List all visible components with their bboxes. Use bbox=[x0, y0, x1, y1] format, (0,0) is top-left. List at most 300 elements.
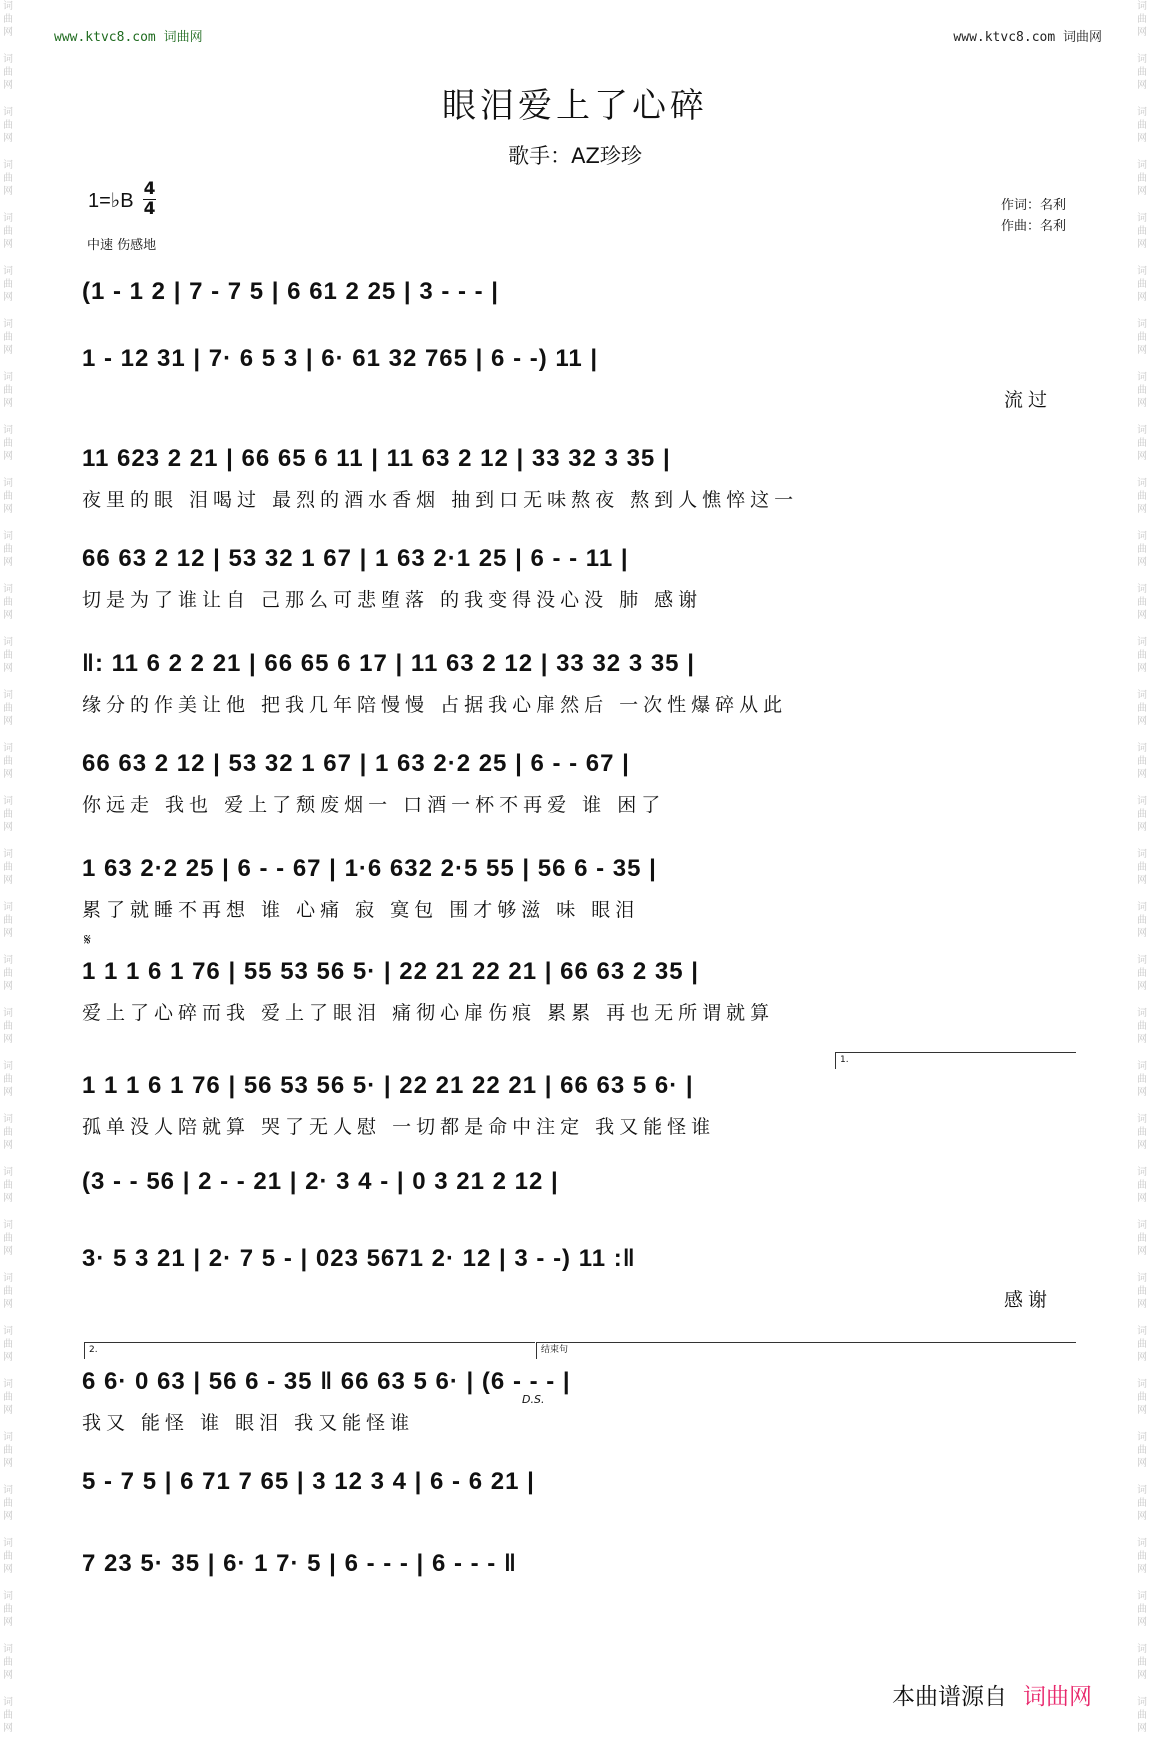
watermark-char: 网 bbox=[1137, 80, 1147, 91]
watermark-char: 曲 bbox=[1137, 1392, 1147, 1403]
watermark-char: 网 bbox=[1137, 398, 1147, 409]
watermark-glyphs bbox=[0, 1325, 16, 1364]
watermark-char: 曲 bbox=[3, 1498, 13, 1509]
watermark-char: 曲 bbox=[3, 1286, 13, 1297]
singer-label: 歌手：AZ珍珍 bbox=[508, 144, 642, 168]
watermark-char: 网 bbox=[1137, 27, 1147, 38]
watermark-char: 词 bbox=[3, 266, 13, 277]
watermark-char: 曲 bbox=[1137, 385, 1147, 396]
watermark-glyphs bbox=[1134, 1431, 1150, 1470]
watermark-glyphs bbox=[1134, 954, 1150, 993]
watermark-char: 曲 bbox=[1137, 1604, 1147, 1615]
ds-mark: D.S. bbox=[522, 1393, 545, 1406]
watermark-glyphs bbox=[0, 212, 16, 251]
watermark-char: 网 bbox=[3, 981, 13, 992]
watermark-glyphs bbox=[0, 1272, 16, 1311]
lyrics-row: 我又 能怪 谁 眼泪 我又能怪谁 bbox=[82, 1412, 415, 1434]
watermark-char: 词 bbox=[1137, 54, 1147, 65]
watermark-char: 网 bbox=[3, 1352, 13, 1363]
watermark-glyphs bbox=[1134, 1219, 1150, 1258]
watermark-char: 曲 bbox=[1137, 120, 1147, 131]
watermark-char: 词 bbox=[3, 213, 13, 224]
notes-row: 1 63 2·2 25 | 6 - - 67 | 1·6 632 2·5 55 | 56 6 - 35 | bbox=[82, 855, 657, 882]
watermark-char: 词 bbox=[3, 690, 13, 701]
watermark-char: 曲 bbox=[1137, 1180, 1147, 1191]
meter-bottom: 4 bbox=[143, 199, 156, 219]
notes-row: 6 6· 0 63 | 56 6 - 35 ‖ 66 63 5 6· | (6 - - - | bbox=[82, 1368, 571, 1395]
watermark-char: 网 bbox=[3, 1670, 13, 1681]
watermark-char: 曲 bbox=[3, 703, 13, 714]
watermark-char: 曲 bbox=[3, 968, 13, 979]
watermark-char: 网 bbox=[3, 133, 13, 144]
watermark-char: 网 bbox=[1137, 1670, 1147, 1681]
coda-label: 结束句 bbox=[536, 1342, 1076, 1359]
watermark-char: 词 bbox=[1137, 796, 1147, 807]
watermark-glyphs bbox=[0, 424, 16, 463]
watermark-char: 词 bbox=[3, 1485, 13, 1496]
watermark-char: 词 bbox=[3, 1061, 13, 1072]
watermark-char: 网 bbox=[1137, 716, 1147, 727]
watermark-char: 网 bbox=[1137, 875, 1147, 886]
watermark-char: 词 bbox=[1137, 1273, 1147, 1284]
watermark-char: 词 bbox=[1137, 1538, 1147, 1549]
watermark-char: 词 bbox=[1137, 1220, 1147, 1231]
watermark-glyphs bbox=[0, 901, 16, 940]
lyrics-row: 孤单没人陪就算 哭了无人慰 一切都是命中注定 我又能怪谁 bbox=[82, 1116, 716, 1138]
watermark-char: 词 bbox=[1137, 372, 1147, 383]
notes-row: 1 - 12 31 | 7· 6 5 3 | 6· 61 32 765 | 6 - -) 11 | bbox=[82, 345, 599, 372]
watermark-char: 曲 bbox=[3, 1127, 13, 1138]
watermark-char: 曲 bbox=[1137, 756, 1147, 767]
watermark-char: 曲 bbox=[3, 279, 13, 290]
watermark-glyphs bbox=[1134, 689, 1150, 728]
watermark-glyphs bbox=[1134, 1060, 1150, 1099]
watermark-char: 词 bbox=[3, 1697, 13, 1708]
watermark-glyphs bbox=[1134, 212, 1150, 251]
watermark-char: 网 bbox=[3, 186, 13, 197]
watermark-char: 曲 bbox=[1137, 1286, 1147, 1297]
watermark-char: 网 bbox=[1137, 1723, 1147, 1734]
watermark-char: 曲 bbox=[1137, 1657, 1147, 1668]
watermark-char: 词 bbox=[3, 54, 13, 65]
watermark-char: 曲 bbox=[3, 809, 13, 820]
watermark-glyphs bbox=[1134, 318, 1150, 357]
watermark-char: 词 bbox=[1137, 1379, 1147, 1390]
meter-top: 4 bbox=[143, 179, 156, 199]
watermark-char: 词 bbox=[1137, 690, 1147, 701]
watermark-char: 词 bbox=[1137, 637, 1147, 648]
watermark-char: 网 bbox=[3, 875, 13, 886]
watermark-char: 网 bbox=[3, 1405, 13, 1416]
watermark-glyphs bbox=[0, 954, 16, 993]
watermark-char: 网 bbox=[1137, 928, 1147, 939]
watermark-glyphs bbox=[1134, 901, 1150, 940]
watermark-strip-left bbox=[0, 0, 16, 1745]
watermark-glyphs bbox=[1134, 1484, 1150, 1523]
watermark-char: 曲 bbox=[1137, 279, 1147, 290]
watermark-char: 词 bbox=[1137, 1, 1147, 12]
watermark-char: 词 bbox=[1137, 319, 1147, 330]
watermark-glyphs bbox=[1134, 0, 1150, 39]
watermark-glyphs bbox=[0, 795, 16, 834]
watermark-glyphs bbox=[0, 371, 16, 410]
watermark-char: 网 bbox=[3, 663, 13, 674]
watermark-char: 曲 bbox=[3, 173, 13, 184]
lyrics-row: 爱上了心碎而我 爱上了眼泪 痛彻心扉伤痕 累累 再也无所谓就算 bbox=[82, 1002, 775, 1024]
lyrics-row: 流过 bbox=[1003, 389, 1052, 411]
site-label-right[interactable]: www.ktvc8.com 词曲网 bbox=[953, 30, 1102, 45]
watermark-char: 曲 bbox=[3, 438, 13, 449]
watermark-char: 曲 bbox=[3, 1392, 13, 1403]
lyrics-row: 感谢 bbox=[1003, 1289, 1052, 1311]
watermark-char: 词 bbox=[3, 1167, 13, 1178]
watermark-char: 网 bbox=[3, 1511, 13, 1522]
notes-row: 1 1 1 6 1 76 | 55 53 56 5· | 22 21 22 21 | 66 63 2 35 | bbox=[82, 958, 699, 985]
watermark-glyphs bbox=[1134, 636, 1150, 675]
source-brand-link[interactable]: 词曲网 bbox=[1023, 1684, 1092, 1710]
watermark-glyphs bbox=[1134, 424, 1150, 463]
watermark-strip-right bbox=[1134, 0, 1150, 1745]
watermark-char: 曲 bbox=[3, 1710, 13, 1721]
watermark-char: 词 bbox=[1137, 478, 1147, 489]
watermark-char: 曲 bbox=[3, 491, 13, 502]
song-title: 眼泪爱上了心碎 bbox=[442, 86, 708, 126]
watermark-char: 曲 bbox=[3, 1180, 13, 1191]
watermark-char: 曲 bbox=[3, 544, 13, 555]
watermark-char: 网 bbox=[1137, 610, 1147, 621]
watermark-glyphs bbox=[1134, 1590, 1150, 1629]
watermark-glyphs bbox=[0, 530, 16, 569]
watermark-glyphs bbox=[0, 1537, 16, 1576]
notes-row: 11 623 2 21 | 66 65 6 11 | 11 63 2 12 | 33 32 3 35 | bbox=[82, 445, 671, 472]
watermark-char: 词 bbox=[1137, 902, 1147, 913]
tempo-marking: 中速 伤感地 bbox=[87, 238, 157, 253]
watermark-char: 网 bbox=[1137, 451, 1147, 462]
watermark-glyphs bbox=[0, 689, 16, 728]
notes-row: 66 63 2 12 | 53 32 1 67 | 1 63 2·2 25 | 6 - - 67 | bbox=[82, 750, 630, 777]
watermark-glyphs bbox=[1134, 1643, 1150, 1682]
notes-row: 5 - 7 5 | 6 71 7 65 | 3 12 3 4 | 6 - 6 21 | bbox=[82, 1468, 535, 1495]
watermark-char: 网 bbox=[3, 451, 13, 462]
notes-row: 1 1 1 6 1 76 | 56 53 56 5· | 22 21 22 21 | 66 63 5 6· | bbox=[82, 1072, 694, 1099]
watermark-char: 曲 bbox=[1137, 809, 1147, 820]
watermark-glyphs bbox=[0, 583, 16, 622]
watermark-char: 词 bbox=[3, 1644, 13, 1655]
watermark-char: 词 bbox=[3, 1, 13, 12]
watermark-char: 词 bbox=[3, 796, 13, 807]
watermark-glyphs bbox=[0, 1219, 16, 1258]
watermark-char: 曲 bbox=[3, 120, 13, 131]
watermark-char: 网 bbox=[3, 398, 13, 409]
segno-mark: 𝄋 bbox=[84, 930, 91, 949]
watermark-char: 词 bbox=[3, 1273, 13, 1284]
watermark-glyphs bbox=[1134, 1272, 1150, 1311]
source-footer bbox=[892, 1678, 1092, 1711]
watermark-char: 曲 bbox=[1137, 1233, 1147, 1244]
lyricist-credit: 作词：名利 bbox=[1000, 198, 1066, 213]
watermark-glyphs bbox=[0, 265, 16, 304]
watermark-char: 曲 bbox=[1137, 173, 1147, 184]
notes-row: (3 - - 56 | 2 - - 21 | 2· 3 4 - | 0 3 21 2 12 | bbox=[82, 1168, 559, 1195]
watermark-glyphs bbox=[1134, 742, 1150, 781]
lyrics-row: 夜里的眼 泪喝过 最烈的酒水香烟 抽到口无味熬夜 熬到人憔悴这一 bbox=[82, 489, 799, 511]
watermark-glyphs bbox=[0, 1113, 16, 1152]
notes-row: (1 - 1 2 | 7 - 7 5 | 6 61 2 25 | 3 - - - | bbox=[82, 278, 500, 305]
watermark-glyphs bbox=[1134, 1378, 1150, 1417]
watermark-char: 网 bbox=[1137, 239, 1147, 250]
watermark-glyphs bbox=[1134, 1696, 1150, 1735]
watermark-char: 曲 bbox=[1137, 703, 1147, 714]
watermark-char: 网 bbox=[3, 610, 13, 621]
watermark-glyphs bbox=[1134, 1007, 1150, 1046]
watermark-glyphs bbox=[0, 1431, 16, 1470]
watermark-char: 网 bbox=[1137, 1458, 1147, 1469]
watermark-char: 曲 bbox=[3, 1604, 13, 1615]
watermark-char: 词 bbox=[1137, 107, 1147, 118]
watermark-char: 网 bbox=[1137, 1034, 1147, 1045]
watermark-char: 网 bbox=[3, 80, 13, 91]
watermark-char: 词 bbox=[1137, 266, 1147, 277]
watermark-char: 网 bbox=[3, 1246, 13, 1257]
watermark-glyphs bbox=[1134, 265, 1150, 304]
watermark-glyphs bbox=[1134, 795, 1150, 834]
watermark-glyphs bbox=[0, 1484, 16, 1523]
watermark-char: 曲 bbox=[1137, 332, 1147, 343]
watermark-char: 网 bbox=[3, 504, 13, 515]
watermark-glyphs bbox=[0, 0, 16, 39]
watermark-char: 词 bbox=[1137, 1591, 1147, 1602]
key-signature: 1=♭B bbox=[88, 190, 134, 212]
watermark-glyphs bbox=[1134, 530, 1150, 569]
watermark-char: 曲 bbox=[1137, 1498, 1147, 1509]
watermark-char: 词 bbox=[1137, 213, 1147, 224]
watermark-char: 词 bbox=[3, 1379, 13, 1390]
watermark-glyphs bbox=[0, 1166, 16, 1205]
watermark-char: 曲 bbox=[1137, 491, 1147, 502]
watermark-char: 词 bbox=[1137, 1697, 1147, 1708]
watermark-char: 曲 bbox=[3, 597, 13, 608]
watermark-glyphs bbox=[1134, 1113, 1150, 1152]
watermark-char: 词 bbox=[1137, 1485, 1147, 1496]
watermark-char: 网 bbox=[1137, 345, 1147, 356]
watermark-char: 网 bbox=[3, 557, 13, 568]
watermark-glyphs bbox=[1134, 477, 1150, 516]
watermark-char: 词 bbox=[3, 1220, 13, 1231]
watermark-glyphs bbox=[1134, 1325, 1150, 1364]
watermark-char: 词 bbox=[1137, 743, 1147, 754]
watermark-char: 曲 bbox=[1137, 1021, 1147, 1032]
watermark-char: 词 bbox=[3, 478, 13, 489]
watermark-char: 词 bbox=[1137, 1061, 1147, 1072]
watermark-glyphs bbox=[0, 1590, 16, 1629]
notes-row: 3· 5 3 21 | 2· 7 5 - | 023 5671 2· 12 | 3 - -) 11 :‖ bbox=[82, 1245, 636, 1272]
watermark-char: 网 bbox=[3, 822, 13, 833]
watermark-char: 网 bbox=[3, 769, 13, 780]
watermark-char: 曲 bbox=[1137, 1710, 1147, 1721]
watermark-glyphs bbox=[0, 1696, 16, 1735]
watermark-glyphs bbox=[0, 1643, 16, 1682]
watermark-glyphs bbox=[0, 1378, 16, 1417]
watermark-char: 曲 bbox=[1137, 1339, 1147, 1350]
watermark-glyphs bbox=[1134, 1166, 1150, 1205]
watermark-char: 词 bbox=[1137, 849, 1147, 860]
watermark-char: 词 bbox=[3, 372, 13, 383]
watermark-char: 网 bbox=[3, 292, 13, 303]
watermark-char: 词 bbox=[1137, 955, 1147, 966]
watermark-char: 曲 bbox=[3, 226, 13, 237]
watermark-char: 网 bbox=[1137, 663, 1147, 674]
watermark-char: 曲 bbox=[3, 1074, 13, 1085]
watermark-char: 网 bbox=[1137, 504, 1147, 515]
watermark-char: 网 bbox=[3, 1458, 13, 1469]
watermark-char: 曲 bbox=[1137, 1074, 1147, 1085]
watermark-char: 词 bbox=[3, 955, 13, 966]
watermark-char: 网 bbox=[3, 1723, 13, 1734]
watermark-char: 曲 bbox=[3, 14, 13, 25]
watermark-char: 曲 bbox=[3, 1021, 13, 1032]
watermark-char: 词 bbox=[3, 584, 13, 595]
volta-ending-1: 1. bbox=[835, 1052, 1076, 1069]
watermark-char: 词 bbox=[1137, 1644, 1147, 1655]
watermark-char: 词 bbox=[3, 531, 13, 542]
composer-credit: 作曲：名利 bbox=[1000, 219, 1066, 234]
watermark-char: 词 bbox=[3, 160, 13, 171]
watermark-char: 曲 bbox=[1137, 915, 1147, 926]
watermark-glyphs bbox=[1134, 371, 1150, 410]
watermark-char: 网 bbox=[3, 928, 13, 939]
watermark-char: 曲 bbox=[1137, 968, 1147, 979]
watermark-char: 词 bbox=[3, 1326, 13, 1337]
watermark-char: 词 bbox=[1137, 531, 1147, 542]
watermark-char: 网 bbox=[1137, 1140, 1147, 1151]
watermark-char: 曲 bbox=[1137, 14, 1147, 25]
watermark-glyphs bbox=[0, 742, 16, 781]
watermark-char: 词 bbox=[1137, 1432, 1147, 1443]
watermark-char: 曲 bbox=[3, 862, 13, 873]
watermark-char: 曲 bbox=[3, 67, 13, 78]
watermark-char: 曲 bbox=[3, 332, 13, 343]
lyrics-row: 切是为了谁让自 己那么可悲堕落 的我变得没心没 肺 感谢 bbox=[82, 589, 703, 611]
watermark-char: 网 bbox=[3, 1087, 13, 1098]
watermark-char: 网 bbox=[3, 1299, 13, 1310]
watermark-char: 曲 bbox=[1137, 226, 1147, 237]
watermark-char: 网 bbox=[1137, 1405, 1147, 1416]
volta-ending-2: 2. bbox=[84, 1342, 535, 1359]
watermark-char: 网 bbox=[3, 345, 13, 356]
watermark-char: 曲 bbox=[3, 650, 13, 661]
watermark-char: 曲 bbox=[1137, 1445, 1147, 1456]
watermark-char: 网 bbox=[3, 1034, 13, 1045]
watermark-char: 网 bbox=[1137, 1617, 1147, 1628]
watermark-char: 曲 bbox=[1137, 438, 1147, 449]
watermark-char: 词 bbox=[1137, 584, 1147, 595]
watermark-char: 词 bbox=[1137, 160, 1147, 171]
watermark-char: 词 bbox=[3, 1432, 13, 1443]
watermark-glyphs bbox=[0, 1060, 16, 1099]
watermark-char: 网 bbox=[3, 1564, 13, 1575]
watermark-char: 曲 bbox=[1137, 67, 1147, 78]
watermark-char: 曲 bbox=[1137, 862, 1147, 873]
lyrics-row: 缘分的作美让他 把我几年陪慢慢 占据我心扉然后 一次性爆碎从此 bbox=[82, 694, 788, 716]
source-text: 本曲谱源自 bbox=[892, 1684, 1007, 1710]
watermark-char: 曲 bbox=[1137, 1551, 1147, 1562]
watermark-char: 词 bbox=[3, 107, 13, 118]
watermark-char: 曲 bbox=[3, 1551, 13, 1562]
watermark-char: 曲 bbox=[1137, 597, 1147, 608]
watermark-glyphs bbox=[0, 477, 16, 516]
lyrics-row: 累了就睡不再想 谁 心痛 寂 寞包 围才够滋 味 眼泪 bbox=[82, 899, 640, 921]
watermark-char: 网 bbox=[1137, 1352, 1147, 1363]
watermark-char: 词 bbox=[3, 1591, 13, 1602]
watermark-glyphs bbox=[0, 1007, 16, 1046]
site-label-left[interactable]: www.ktvc8.com 词曲网 bbox=[54, 30, 203, 45]
watermark-char: 网 bbox=[1137, 186, 1147, 197]
watermark-char: 网 bbox=[3, 1140, 13, 1151]
watermark-char: 网 bbox=[1137, 133, 1147, 144]
watermark-char: 网 bbox=[1137, 1193, 1147, 1204]
watermark-char: 网 bbox=[3, 27, 13, 38]
watermark-glyphs bbox=[0, 848, 16, 887]
watermark-char: 词 bbox=[1137, 1008, 1147, 1019]
watermark-glyphs bbox=[1134, 1537, 1150, 1576]
watermark-char: 网 bbox=[3, 239, 13, 250]
watermark-char: 曲 bbox=[3, 915, 13, 926]
watermark-char: 网 bbox=[1137, 557, 1147, 568]
watermark-glyphs bbox=[1134, 848, 1150, 887]
watermark-char: 网 bbox=[3, 1617, 13, 1628]
notes-row: ‖: 11 6 2 2 21 | 66 65 6 17 | 11 63 2 12 | 33 32 3 35 | bbox=[82, 650, 695, 677]
watermark-char: 曲 bbox=[1137, 1127, 1147, 1138]
watermark-char: 网 bbox=[1137, 1299, 1147, 1310]
watermark-char: 曲 bbox=[1137, 544, 1147, 555]
watermark-char: 词 bbox=[1137, 1326, 1147, 1337]
watermark-char: 曲 bbox=[3, 1233, 13, 1244]
watermark-glyphs bbox=[0, 318, 16, 357]
watermark-char: 词 bbox=[3, 849, 13, 860]
watermark-char: 网 bbox=[3, 1193, 13, 1204]
watermark-char: 曲 bbox=[3, 385, 13, 396]
watermark-char: 曲 bbox=[3, 756, 13, 767]
time-signature bbox=[143, 180, 156, 219]
watermark-char: 网 bbox=[1137, 1511, 1147, 1522]
watermark-char: 网 bbox=[1137, 1564, 1147, 1575]
watermark-char: 词 bbox=[3, 637, 13, 648]
watermark-char: 网 bbox=[1137, 822, 1147, 833]
watermark-glyphs bbox=[0, 636, 16, 675]
watermark-char: 词 bbox=[3, 319, 13, 330]
watermark-char: 词 bbox=[3, 425, 13, 436]
watermark-char: 曲 bbox=[3, 1657, 13, 1668]
watermark-char: 词 bbox=[1137, 1114, 1147, 1125]
notes-row: 66 63 2 12 | 53 32 1 67 | 1 63 2·1 25 | 6 - - 11 | bbox=[82, 545, 629, 572]
watermark-char: 词 bbox=[3, 902, 13, 913]
watermark-char: 词 bbox=[3, 1538, 13, 1549]
watermark-glyphs bbox=[1134, 583, 1150, 622]
lyrics-row: 你远走 我也 爱上了颓废烟一 口酒一杯不再爱 谁 困了 bbox=[82, 794, 666, 816]
notes-row: 7 23 5· 35 | 6· 1 7· 5 | 6 - - - | 6 - - - ‖ bbox=[82, 1550, 517, 1577]
watermark-char: 词 bbox=[1137, 425, 1147, 436]
watermark-char: 网 bbox=[3, 716, 13, 727]
watermark-char: 词 bbox=[3, 1114, 13, 1125]
watermark-char: 曲 bbox=[3, 1339, 13, 1350]
watermark-char: 曲 bbox=[3, 1445, 13, 1456]
watermark-char: 词 bbox=[3, 1008, 13, 1019]
watermark-char: 网 bbox=[1137, 1087, 1147, 1098]
watermark-char: 曲 bbox=[1137, 650, 1147, 661]
watermark-char: 网 bbox=[1137, 769, 1147, 780]
watermark-char: 网 bbox=[1137, 292, 1147, 303]
watermark-char: 词 bbox=[1137, 1167, 1147, 1178]
